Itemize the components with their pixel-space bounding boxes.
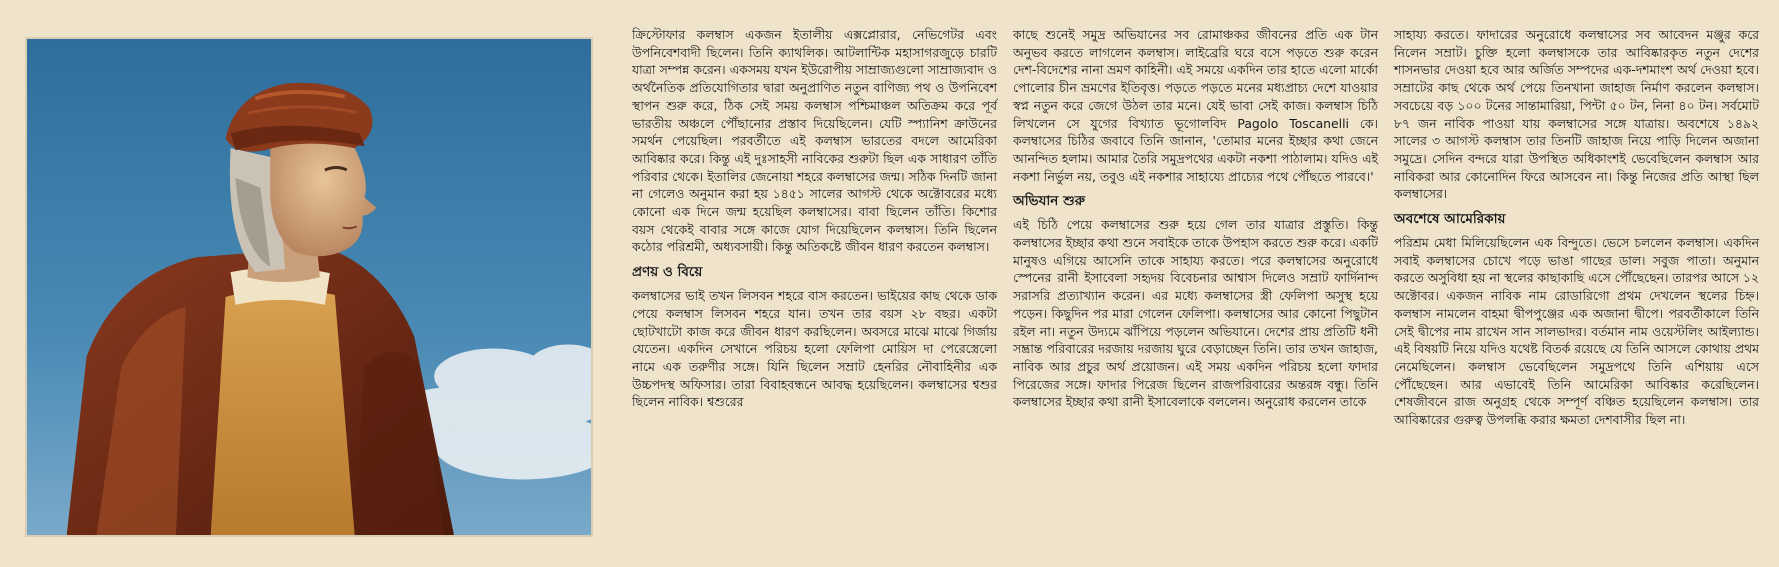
portrait-painting xyxy=(27,39,591,535)
article-column-2 xyxy=(1013,26,1378,411)
intro-paragraph: ক্রিস্টোফার কলম্বাস একজন ইতালীয় এক্সপ্লোরার, নেভিগেটর এবং উপনিবেশবাদী ছিলেন। তিনি ক্যাথলিক। আটলান্টিক মহাসাগরজুড়ে চারটি যাত্রা সম্পন্ন করেন। একসময় যখন ইউরোপীয় সাম্রাজ্যগুলো সাম্রাজ্যবাদ ও অর্থনৈতিক প্রতিযোগিতার দ্বারা অনুপ্রাণিত নতুন বাণিজ্য পথ ও উপনিবেশ স্থাপন শুরু করে, ঠিক সেই সময় কলম্বাস পশ্চিমাঞ্চল অতিক্রম করে পূর্ব ভারতীয় অঞ্চলে পৌঁছানোর প্রস্তাব দিয়েছিলেন। যেটি স্প্যানিশ ক্রাউনের সমর্থন পেয়েছিল। পরবর্তীতে এই কলম্বাস ভারতের বদলে আমেরিকা আবিষ্কার করে। কিন্তু এই দুঃসাহসী নাবিকের শুরুটা ছিল এক সাধারণ তাঁতি পরিবার থেকে। ইতালির জেনোয়া শহরে কলম্বাসের জন্ম। সঠিক দিনটি জানা না গেলেও অনুমান করা হয় ১৪৫১ সালের আগস্ট থেকে অক্টোবরের মধ্যে কোনো এক দিনে জন্ম হয়েছিল কলম্বাসের। বাবা ছিলেন তাঁতি। কিশোর বয়স থেকেই বাবার সঙ্গে কাজে যোগ দিয়েছিলেন কলম্বাস। তিনি ছিলেন কঠোর পরিশ্রমী, অধ্যবসায়ী। কিন্তু অতিকষ্টে জীবন ধারণ করতেন কলম্বাস। xyxy=(632,27,997,255)
article-column-3 xyxy=(1394,26,1759,429)
america-paragraph: পরিশ্রম মেধা মিলিয়েছিলেন এক বিন্দুতে। ভেসে চললেন কলম্বাস। একদিন সবাই কলম্বাসের চোখে পড়ে ভাঙা গাছের ডাল। সবুজ পাতা। অনুমান করতে অসুবিধা হয় না স্থলের কাছাকাছি এসে পৌঁছেছেন। তারপর আসে ১২ অক্টোবর। একজন নাবিক নাম রোডারিগো প্রথম দেখলেন স্থলের চিহ্ন। কলম্বাস নামলেন বাহমা দ্বীপপুঞ্জের এক অজানা দ্বীপে। পরবর্তীকালে তিনি সেই দ্বীপের নাম রাখেন সান সালভাদর। বর্তমান নাম ওয়েস্টলিং আইল্যান্ড। এই বিষয়টি নিয়ে যদিও যথেষ্ট বিতর্ক রয়েছে যে তিনি আসলে কোথায় প্রথম নেমেছিলেন। কলম্বাস ভেবেছিলেন সমুদ্রপথে তিনি এশিয়ায় এসে পৌঁছেছেন। আর এভাবেই তিনি আমেরিকা আবিষ্কার করেছিলেন। শেষজীবনে রাজ অনুগ্রহ থেকে সম্পূর্ণ বঞ্চিত হয়েছিলেন কলম্বাস। তার আবিষ্কারের গুরুত্ব উপলব্ধি করার ক্ষমতা দেশবাসীর ছিল না। xyxy=(1394,235,1759,428)
toscanelli-paragraph: কাছে শুনেই সমুদ্র অভিযানের সব রোমাঞ্চকর জীবনের প্রতি এক টান অনুভব করতে লাগলেন কলম্বাস। লাইব্রেরি ঘরে বসে পড়তে শুরু করেন দেশ-বিদেশের নানা ভ্রমণ কাহিনী। এই সময়ে একদিন তার হাতে এলো মার্কো পোলোর চীন ভ্রমণের ইতিবৃত্ত। পড়তে পড়তে মনের মধ্যপ্রাচ্য দেশে যাওয়ার স্বপ্ন নতুন করে জেগে উঠল তার মনে। যেই ভাবা সেই কাজ। কলম্বাস চিঠি লিখলেন সে যুগের বিখ্যাত ভূগোলবিদ Pagolo Toscanelli কে। কলম্বাসের চিঠির জবাবে তিনি জানান, 'তোমার মনের ইচ্ছার কথা জেনে আনন্দিত হলাম। আমার তৈরি সমুদ্রপথের একটা নকশা পাঠালাম। যদিও এই নকশা নির্ভুল নয়, তবুও এই নকশার সাহায্যে প্রাচ্যের পথে পৌঁছতে পারবে।' xyxy=(1013,27,1378,184)
voyage-paragraph: সাহায্য করতে। ফাদারের অনুরোধে কলম্বাসের সব আবেদন মঞ্জুর করে নিলেন সম্রাট। চুক্তি হলো কলম্বাসকে তার আবিষ্কারকৃত নতুন দেশের শাসনভার দেওয়া হবে আর অর্জিত সম্পদের এক-দশমাংশ অর্থ দেওয়া হবে। সম্রাটের কাছ থেকে অর্থ পেয়ে তিনখানা জাহাজ নির্মাণ করলেন কলম্বাস। সবচেয়ে বড় ১০০ টনের সান্তামারিয়া, পিন্টা ৫০ টন, নিনা ৪০ টন। সর্বমোট ৮৭ জন নাবিক পাওয়া যায় কলম্বাসের সঙ্গে যাত্রায়। অবশেষে ১৪৯২ সালের ৩ আগস্ট কলম্বাস তার তিনটি জাহাজ নিয়ে পাড়ি দিলেন অজানা সমুদ্রে। সেদিন বন্দরে যারা উপস্থিত অধিকাংশই ভেবেছিলেন কলম্বাস আর নাবিকরা আর কোনোদিন ফিরে আসবেন না। কিন্তু নিজের প্রতি আস্থা ছিল কলম্বাসের। xyxy=(1394,27,1759,202)
article-column-1 xyxy=(632,26,997,411)
section-heading-expedition: অভিযান শুরু xyxy=(1013,193,1086,210)
columbus-portrait xyxy=(25,37,593,537)
section-heading-america: অবশেষে আমেরিকায় xyxy=(1394,211,1506,228)
tunic xyxy=(211,289,355,535)
section-heading-romance: প্রণয় ও বিয়ে xyxy=(632,264,703,281)
romance-paragraph: কলম্বাসের ভাই তখন লিসবন শহরে বাস করতেন। ভাইয়ের কাছ থেকে ডাক পেয়ে কলম্বাস লিসবন শহরে যান। তখন তার বয়স ২৮ বছর। একটা ছোটখাটো কাজ করে জীবন ধারণ করছিলেন। অবসরে মাঝে মাঝে গির্জায় যেতেন। একদিন সেখানে পরিচয় হলো ফেলিপা মোয়িস দা পেরেস্ত্রেলো নামে এক তরুণীর সঙ্গে। যিনি ছিলেন সম্রাট হেনরির নৌবাহিনীর এক উচ্চপদস্থ অফিসার। তারা বিবাহবন্ধনে আবদ্ধ হয়েছিলেন। কলম্বাসের শ্বশুর ছিলেন নাবিক। শ্বশুরের xyxy=(632,288,997,410)
expedition-paragraph: এই চিঠি পেয়ে কলম্বাসের শুরু হয়ে গেল তার যাত্রার প্রস্তুতি। কিন্তু কলম্বাসের ইচ্ছার কথা শুনে সবাইকে তাকে উপহাস করতে শুরু করে। একটি মানুষও এগিয়ে আসেনি তাকে সাহায্য করতে। পরে কলম্বাসের অনুরোধে স্পেনের রানী ইসাবেলা সহৃদয় বিবেচনার আশ্বাস দিলেও সম্রাট ফার্দিনান্দ সরাসরি প্রত্যাখ্যান করেন। এর মধ্যে কলম্বাসের স্ত্রী ফেলিপা অসুস্থ হয়ে পড়েন। কিছুদিন পর মারা গেলেন ফেলিপা। কলম্বাসের আর কোনো পিছুটান রইল না। নতুন উদ্যমে ঝাঁপিয়ে পড়লেন অভিযানে। দেশের প্রায় প্রতিটি ধনী সম্ভ্রান্ত পরিবারের দরজায় দরজায় ঘুরে বেড়াচ্ছেন তিনি। তার তখন জাহাজ, নাবিক আর প্রচুর অর্থ প্রয়োজন। এই সময় একদিন পরিচয় হলো ফাদার পিরেজের সঙ্গে। ফাদার পিরেজ ছিলেন রাজপরিবারের অন্তরঙ্গ বন্ধু। তিনি কলম্বাসের ইচ্ছার কথা রানী ইসাবেলাকে বললেন। অনুরোধ করলেন তাকে xyxy=(1013,217,1378,410)
